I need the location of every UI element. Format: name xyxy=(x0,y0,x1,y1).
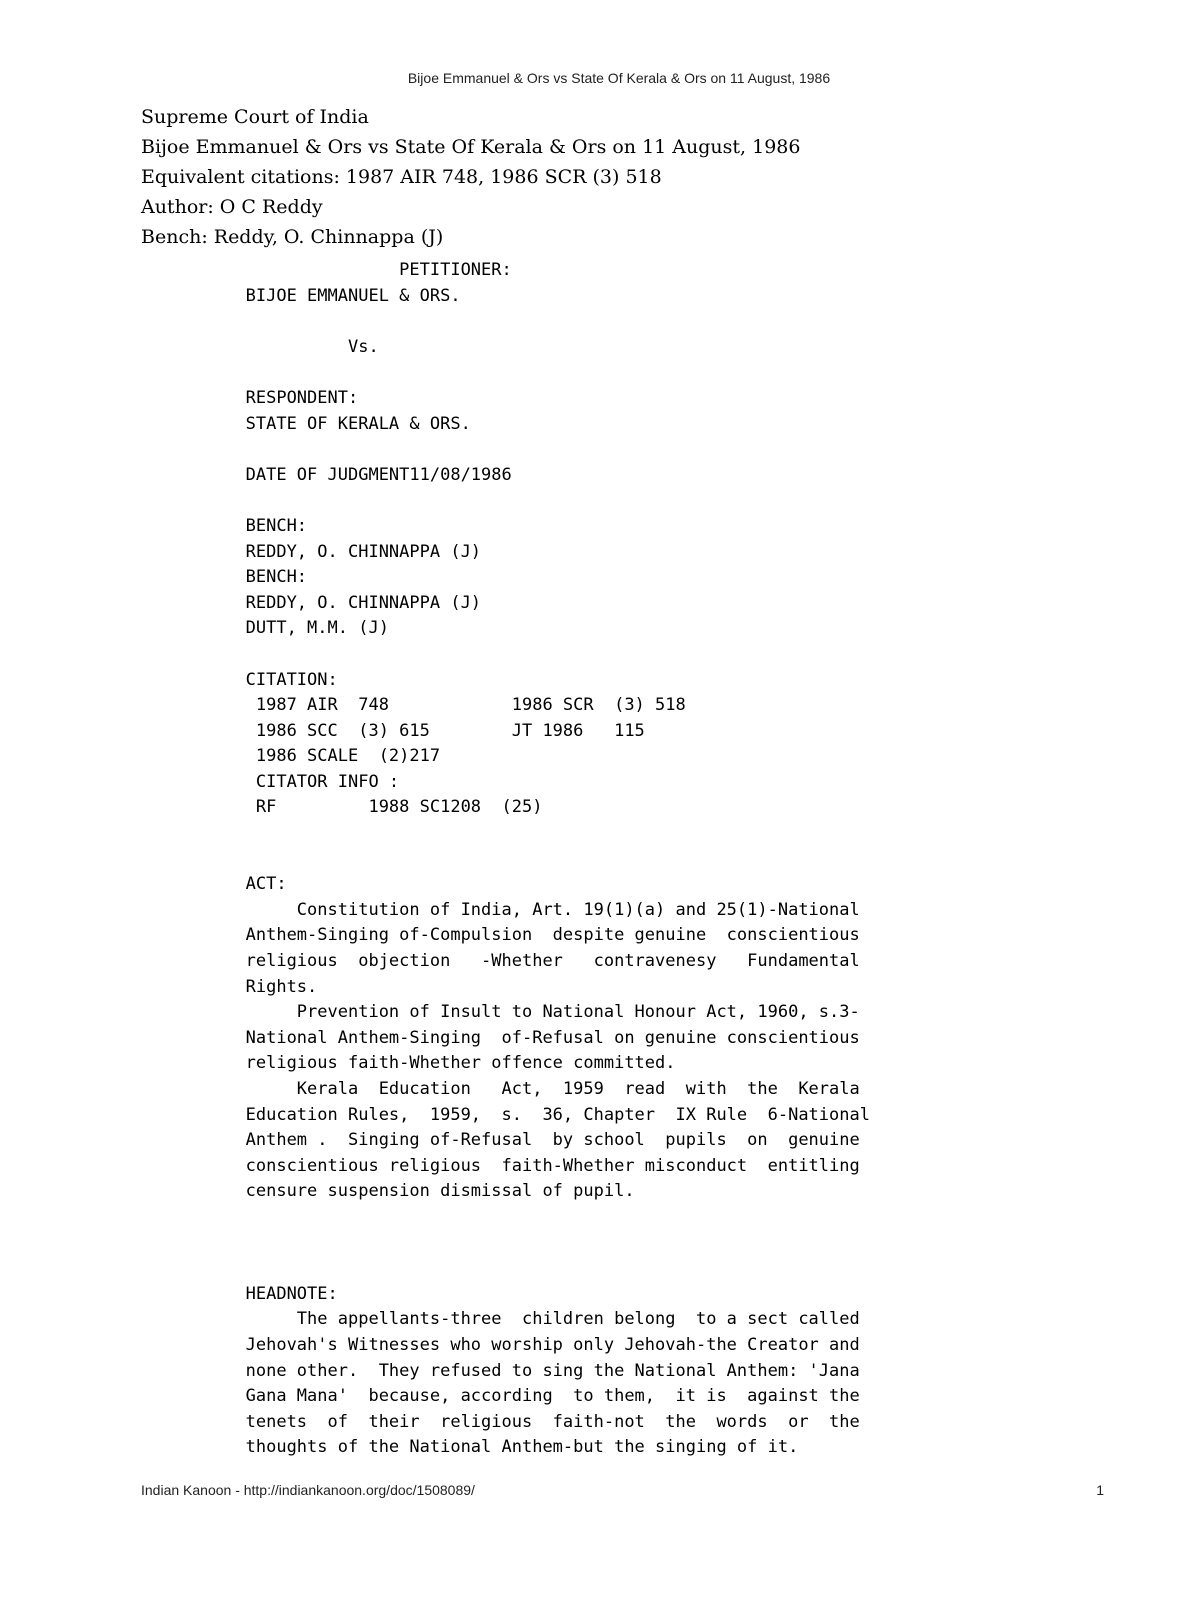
author-line: Author: O C Reddy xyxy=(141,196,323,218)
body-line: DUTT, M.M. (J) xyxy=(0,618,389,639)
body-line: Rights. xyxy=(0,976,318,997)
body-line: 1986 SCALE (2)217 xyxy=(0,746,441,767)
body-line: REDDY, O. CHINNAPPA (J) xyxy=(0,592,482,613)
body-line xyxy=(0,360,870,386)
body-line: Vs. xyxy=(0,336,379,357)
body-line: Prevention of Insult to National Honour Act, 1960, s.3- xyxy=(0,1002,860,1023)
body-line: Anthem . Singing of-Refusal by school pupils on genuine xyxy=(0,1130,860,1151)
judgment-body xyxy=(0,258,870,1461)
body-line xyxy=(0,437,870,463)
body-line: Education Rules, 1959, s. 36, Chapter IX Rule 6-National xyxy=(0,1104,870,1125)
body-line: Kerala Education Act, 1959 read with the Kerala xyxy=(0,1079,860,1099)
body-line: BENCH: xyxy=(0,515,308,536)
body-line xyxy=(0,847,870,873)
body-line xyxy=(0,642,870,668)
body-line xyxy=(0,821,870,847)
body-line: RESPONDENT: xyxy=(0,387,359,408)
body-line xyxy=(0,1256,870,1282)
body-line: CITATOR INFO : xyxy=(0,771,400,792)
body-line: Gana Mana' because, according to them, it is against the xyxy=(0,1386,860,1407)
body-line: National Anthem-Singing of-Refusal on genuine conscientious xyxy=(0,1027,860,1048)
body-line xyxy=(0,1205,870,1231)
body-line: REDDY, O. CHINNAPPA (J) xyxy=(0,541,482,562)
body-line: religious objection -Whether contravenesy Fundamental xyxy=(0,951,860,972)
body-line: STATE OF KERALA & ORS. xyxy=(0,413,471,434)
body-line: none other. They refused to sing the National Anthem: 'Jana xyxy=(0,1360,860,1381)
equivalent-citations: Equivalent citations: 1987 AIR 748, 1986 SCR (3) 518 xyxy=(141,166,662,188)
running-header: Bijoe Emmanuel & Ors vs State Of Kerala & Ors on 11 August, 1986 xyxy=(407,70,831,86)
page-number: 1 xyxy=(1096,1482,1104,1498)
body-line: DATE OF JUDGMENT11/08/1986 xyxy=(0,464,512,485)
body-line xyxy=(0,309,870,335)
body-line: conscientious religious faith-Whether misconduct entitling xyxy=(0,1155,860,1176)
body-line: BIJOE EMMANUEL & ORS. xyxy=(0,285,461,306)
body-line: HEADNOTE: xyxy=(0,1283,338,1304)
body-line: Constitution of India, Art. 19(1)(a) and 25(1)-National xyxy=(0,899,860,920)
body-line: religious faith-Whether offence committed. xyxy=(0,1053,676,1074)
body-line: The appellants-three children belong to a sect called xyxy=(0,1309,860,1330)
court-name: Supreme Court of India xyxy=(141,106,369,128)
bench-line: Bench: Reddy, O. Chinnappa (J) xyxy=(141,226,444,248)
body-line xyxy=(0,488,870,514)
body-line: CITATION: xyxy=(0,669,338,690)
body-line: tenets of their religious faith-not the words or the xyxy=(0,1411,860,1432)
body-line: censure suspension dismissal of pupil. xyxy=(0,1181,635,1202)
body-line: thoughts of the National Anthem-but the singing of it. xyxy=(0,1437,799,1458)
document-title: Bijoe Emmanuel & Ors vs State Of Kerala & Ors on 11 August, 1986 xyxy=(141,136,801,158)
body-line: 1986 SCC (3) 615 JT 1986 115 xyxy=(0,720,645,741)
body-line: ACT: xyxy=(0,874,287,895)
body-line xyxy=(0,1231,870,1257)
body-line: 1987 AIR 748 1986 SCR (3) 518 xyxy=(0,695,686,716)
body-line: Anthem-Singing of-Compulsion despite genuine conscientious xyxy=(0,925,860,946)
body-line: RF 1988 SC1208 (25) xyxy=(0,797,543,818)
body-line: PETITIONER: xyxy=(0,260,512,280)
footer-source: Indian Kanoon - http://indiankanoon.org/doc/1508089/ xyxy=(141,1482,475,1498)
body-line: BENCH: xyxy=(0,567,308,588)
body-line: Jehovah's Witnesses who worship only Jehovah-the Creator and xyxy=(0,1334,860,1355)
